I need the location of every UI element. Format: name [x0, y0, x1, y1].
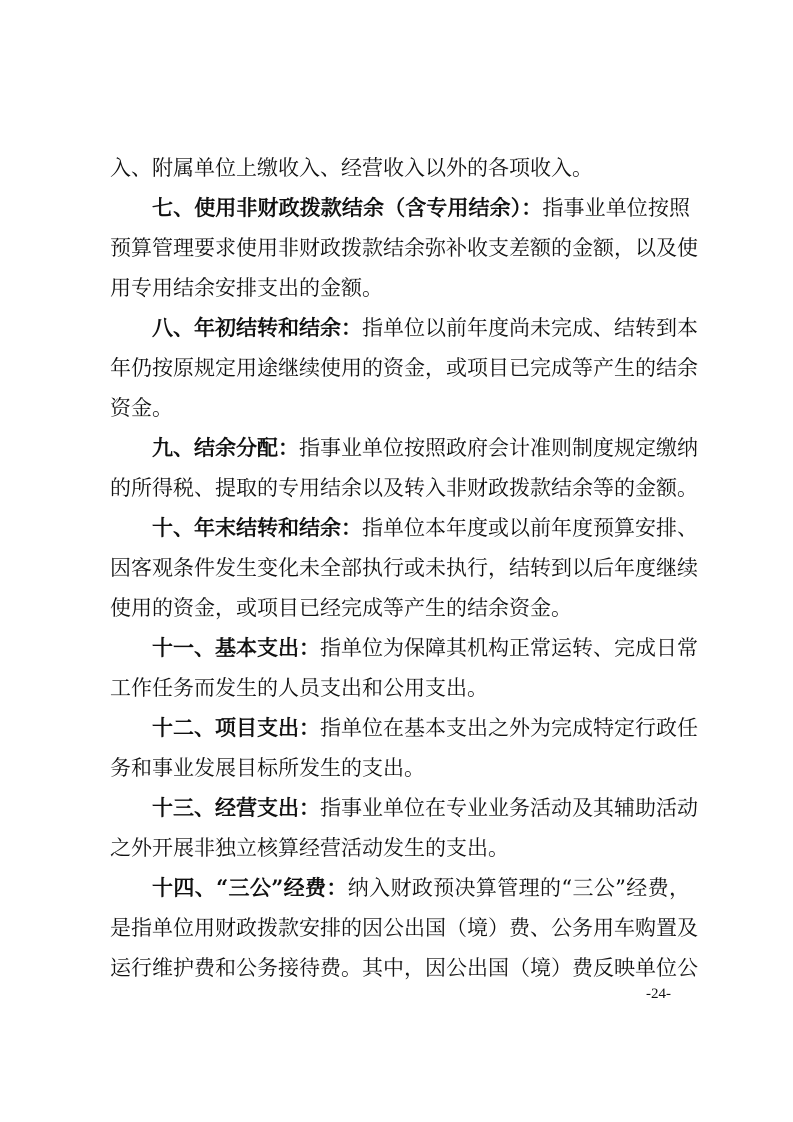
- paragraph-line: 十、年末结转和结余：指单位本年度或以前年度预算安排、: [152, 515, 698, 540]
- paragraph-line: 是指单位用财政拨款安排的因公出国（境）费、公务用车购置及: [110, 916, 698, 940]
- paragraph-line: 预算管理要求使用非财政拨款结余弥补收支差额的金额，以及使: [110, 236, 698, 260]
- paragraph-line: 务和事业发展目标所发生的支出。: [110, 756, 425, 780]
- paragraph-line: 十一、基本支出：指单位为保障其机构正常运转、完成日常: [152, 635, 698, 660]
- term-heading: 九、结余分配：: [152, 435, 299, 460]
- paragraph-line: 年仍按原规定用途继续使用的资金，或项目已完成等产生的结余: [110, 356, 698, 380]
- paragraph-line: 用专用结余安排支出的金额。: [110, 276, 383, 300]
- paragraph-line: 十三、经营支出：指事业单位在专业业务活动及其辅助活动: [152, 795, 698, 820]
- paragraph-line: 资金。: [110, 396, 173, 420]
- page-number: -24-: [646, 986, 671, 1002]
- term-heading: 十三、经营支出：: [152, 795, 320, 820]
- paragraph-line: 入、附属单位上缴收入、经营收入以外的各项收入。: [110, 156, 593, 180]
- paragraph-line: 工作任务而发生的人员支出和公用支出。: [110, 676, 488, 700]
- body-text: [110, 148, 698, 988]
- paragraph-line: 八、年初结转和结余：指单位以前年度尚未完成、结转到本: [152, 315, 698, 340]
- paragraph-line: 七、使用非财政拨款结余（含专用结余）：指事业单位按照: [152, 195, 691, 220]
- paragraph-line: 十四、“三公”经费：纳入财政预决算管理的“三公”经费，: [152, 875, 690, 900]
- paragraph-line: 的所得税、提取的专用结余以及转入非财政拨款结余等的金额。: [110, 476, 698, 500]
- term-heading: 十四、“三公”经费：: [152, 875, 348, 900]
- paragraph-line: 运行维护费和公务接待费。其中，因公出国（境）费反映单位公: [110, 956, 698, 980]
- term-heading: 十一、基本支出：: [152, 635, 320, 660]
- term-heading: 七、使用非财政拨款结余（含专用结余）：: [152, 195, 543, 220]
- paragraph-line: 九、结余分配：指事业单位按照政府会计准则制度规定缴纳: [152, 435, 698, 460]
- paragraph-line: 十二、项目支出：指单位在基本支出之外为完成特定行政任: [152, 715, 698, 740]
- term-heading: 八、年初结转和结余：: [152, 315, 362, 340]
- paragraph-line: 使用的资金，或项目已经完成等产生的结余资金。: [110, 596, 572, 620]
- term-heading: 十二、项目支出：: [152, 715, 320, 740]
- paragraph-line: 之外开展非独立核算经营活动发生的支出。: [110, 836, 509, 860]
- term-heading: 十、年末结转和结余：: [152, 515, 362, 540]
- paragraph-line: 因客观条件发生变化未全部执行或未执行，结转到以后年度继续: [110, 556, 698, 580]
